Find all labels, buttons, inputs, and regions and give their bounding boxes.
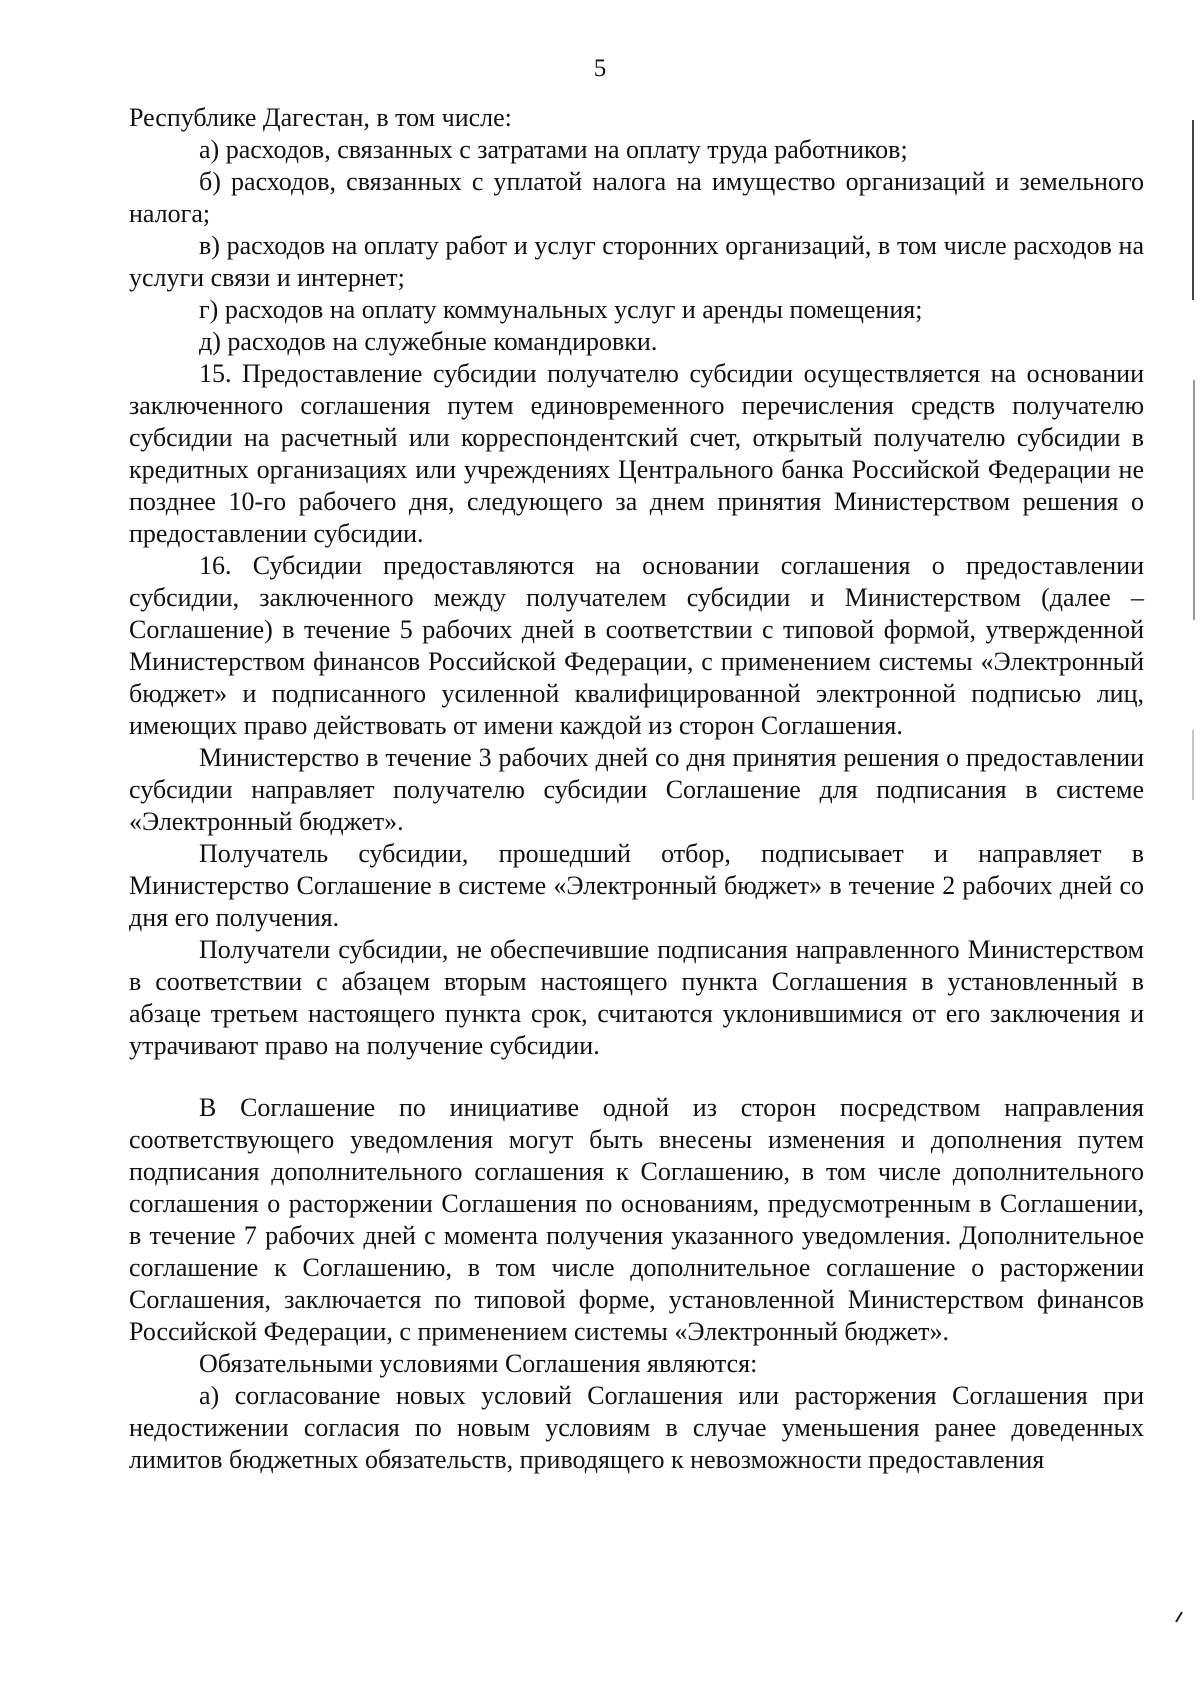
paragraph-recipient-signs: Получатель субсидии, прошедший отбор, подписывает и направляет в Министерство Соглашение в системе «Электронный бюджет» в течение 2 рабочих дней со дня его получения. xyxy=(129,839,1144,932)
paragraph-item-g: г) расходов на оплату коммунальных услуг и аренды помещения; xyxy=(199,295,923,324)
paragraph-intro: Республике Дагестан, в том числе: xyxy=(129,103,512,132)
paragraph-clause-16: 16. Субсидии предоставляются на основании соглашения о предоставлении субсидии, заключенного между получателем субсидии и Министерством (далее – Соглашение) в течение 5 рабочих дней в соответствии с типовой формой, утвержденной Министерством финансов Российской Федерации, с применением системы «Электронный бюджет» и подписанного усиленной квалифицированной электронной подписью лиц, имеющих право действовать от имени каждой из сторон Соглашения. xyxy=(129,551,1144,740)
paragraph-mandatory-conditions: Обязательными условиями Соглашения являются: xyxy=(199,1349,758,1378)
paragraph-evaders: Получатели субсидии, не обеспечившие подписания направленного Министерством в соответствии с абзацем вторым настоящего пункта Соглашения в установленный в абзаце третьем настоящего пункта срок, считаются уклонившимися от его заключения и утрачивают право на получение субсидии. xyxy=(129,935,1144,1060)
paragraph-amendments: В Соглашение по инициативе одной из сторон посредством направления соответствующего уведомления могут быть внесены изменения и дополнения путем подписания дополнительного соглашения к Соглашению, в том числе дополнительного соглашения о расторжении Соглашения по основаниям, предусмотренным в Соглашении, в течение 7 рабочих дней с момента получения указанного уведомления. Дополнительное соглашение к Соглашению, в том числе дополнительное соглашение о расторжении Соглашения, заключается по типовой форме, установленной Министерством финансов Российской Федерации, с применением системы «Электронный бюджет». xyxy=(129,1093,1144,1346)
paragraph-item-b: б) расходов, связанных с уплатой налога на имущество организаций и земельного налога; xyxy=(129,167,1144,228)
paragraph-condition-a: а) согласование новых условий Соглашения или расторжения Соглашения при недостижении согласия по новым условиям в случае уменьшения ранее доведенных лимитов бюджетных обязательств, приводящего к невозможности предоставления xyxy=(129,1381,1144,1474)
page-number: 5 xyxy=(593,55,607,82)
paragraph-item-a: а) расходов, связанных с затратами на оплату труда работников; xyxy=(199,135,908,164)
paragraph-item-v: в) расходов на оплату работ и услуг сторонних организаций, в том числе расходов на услуги связи и интернет; xyxy=(129,231,1144,292)
paragraph-item-d: д) расходов на служебные командировки. xyxy=(199,327,658,356)
document-body xyxy=(129,102,1144,1476)
paragraph-ministry-sends: Министерство в течение 3 рабочих дней со дня принятия решения о предоставлении субсидии направляет получателю субсидии Соглашение для подписания в системе «Электронный бюджет». xyxy=(129,743,1144,836)
paragraph-clause-15: 15. Предоставление субсидии получателю субсидии осуществляется на основании заключенного соглашения путем единовременного перечисления средств получателю субсидии на расчетный или корреспондентский счет, открытый получателю субсидии в кредитных организациях или учреждениях Центрального банка Российской Федерации не позднее 10-го рабочего дня, следующего за днем принятия Министерством решения о предоставлении субсидии. xyxy=(129,359,1144,548)
paragraph-gap xyxy=(129,1062,1144,1092)
